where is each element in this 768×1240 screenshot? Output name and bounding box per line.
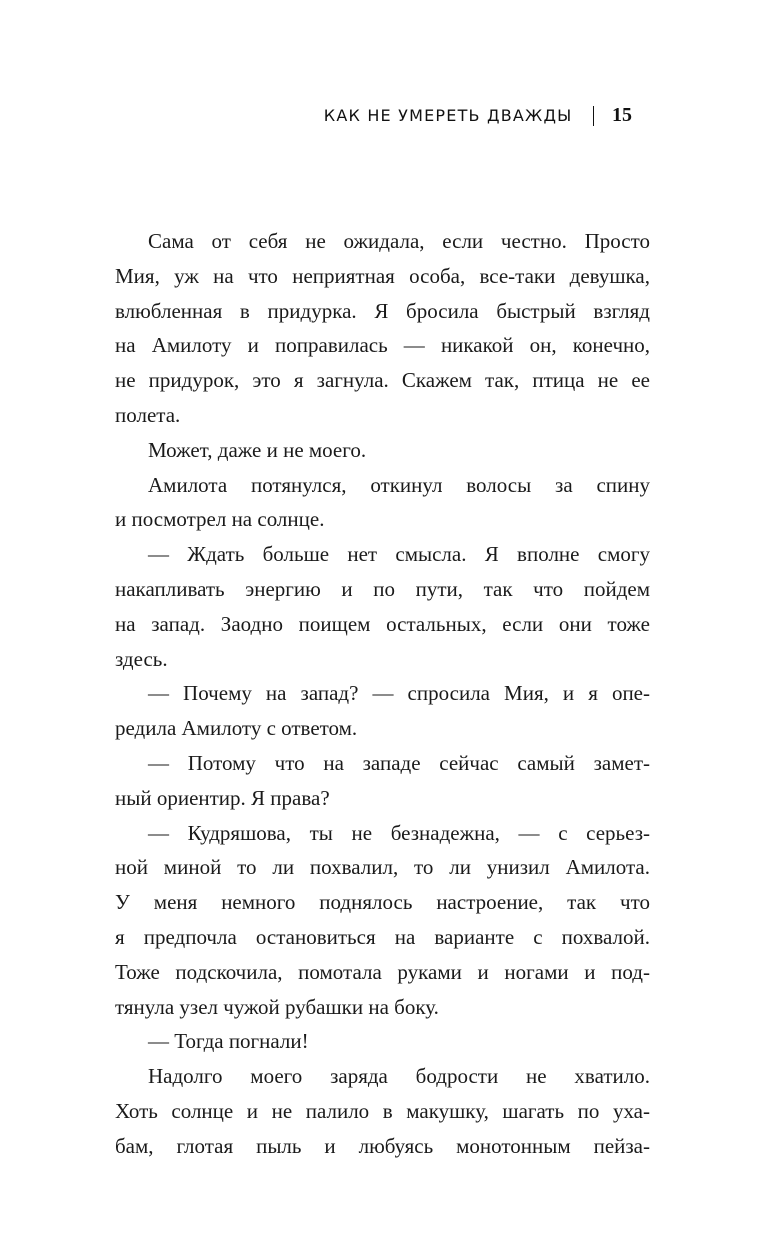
text-line: не придурок, это я загнула. Скажем так, птица не ее xyxy=(115,368,650,393)
text-line: и посмотрел на солнце. xyxy=(115,507,325,532)
text-line: накапливать энергию и по пути, так что пойдем xyxy=(115,576,650,601)
text-line: на Амилоту и поправилась — никакой он, конечно, xyxy=(115,333,650,358)
text-line: Тоже подскочила, помотала руками и ногами и под- xyxy=(115,959,650,984)
text-line: бам, глотая пыль и любуясь монотонным пейза- xyxy=(115,1133,650,1158)
running-title: КАК НЕ УМЕРЕТЬ ДВАЖДЫ xyxy=(323,106,573,125)
text-line: Амилота потянулся, откинул волосы за спину xyxy=(148,472,650,497)
header-divider xyxy=(593,106,595,126)
text-line: ный ориентир. Я права? xyxy=(115,785,330,810)
text-line: Сама от себя не ожидала, если честно. Просто xyxy=(148,229,650,253)
text-line: — Ждать больше нет смысла. Я вполне смогу xyxy=(148,542,650,567)
text-line: я предпочла остановиться на варианте с похвалой. xyxy=(115,924,650,949)
text-line: тянула узел чужой рубашки на боку. xyxy=(115,994,439,1019)
text-line: Мия, уж на что неприятная особа, все-таки девушка, xyxy=(115,263,650,288)
text-line: — Тогда погнали! xyxy=(148,1029,309,1054)
text-line: Может, даже и не моего. xyxy=(148,437,367,462)
text-line: — Потому что на западе сейчас самый замет- xyxy=(148,750,650,775)
body-text xyxy=(115,224,650,1164)
text-line: здесь. xyxy=(115,646,168,671)
text-line: — Почему на запад? — спросила Мия, и я опе- xyxy=(148,681,650,706)
text-line: ной миной то ли похвалил, то ли унизил Амилота. xyxy=(115,855,650,880)
text-line: редила Амилоту с ответом. xyxy=(115,716,358,741)
text-line: — Кудряшова, ты не безнадежна, — с серьез- xyxy=(148,820,650,845)
text-line: Хоть солнце и не палило в макушку, шагать по уха- xyxy=(115,1098,650,1123)
text-line: У меня немного поднялось настроение, так что xyxy=(115,890,650,915)
text-line: полета. xyxy=(115,402,181,427)
text-line: влюбленная в придурка. Я бросила быстрый взгляд xyxy=(115,298,650,323)
text-line: Надолго моего заряда бодрости не хватило. xyxy=(148,1064,650,1089)
running-header xyxy=(324,104,632,127)
text-line: на запад. Заодно поищем остальных, если они тоже xyxy=(115,611,650,636)
page-number: 15 xyxy=(612,104,632,126)
